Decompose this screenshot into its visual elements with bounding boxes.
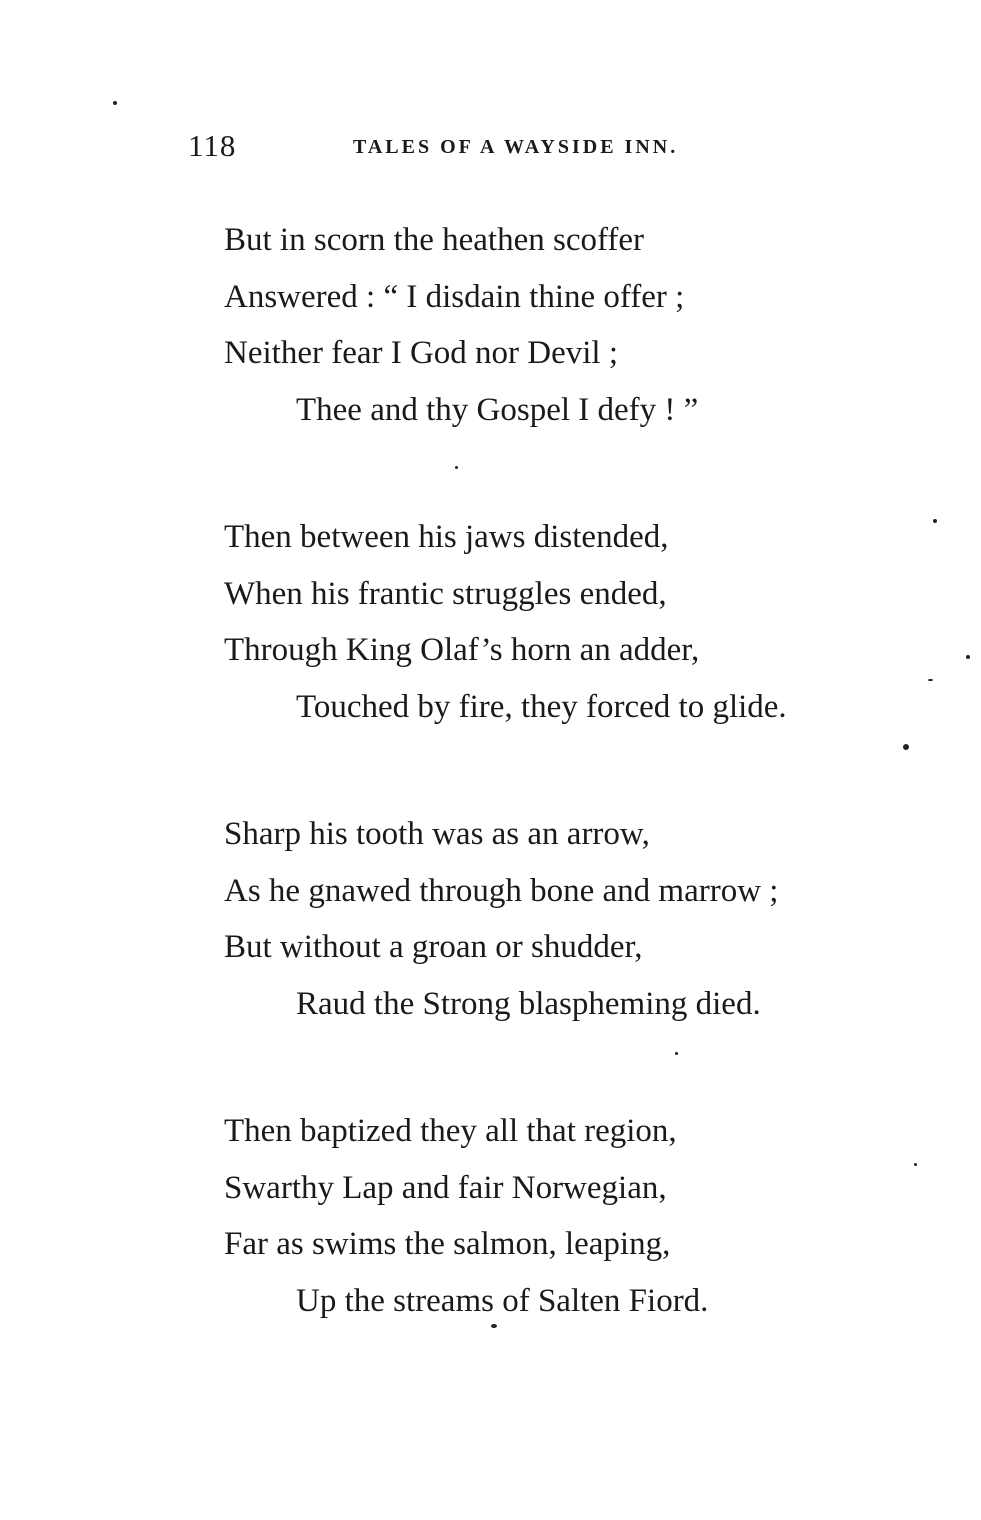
poem-line-indented: Raud the Strong blaspheming died. <box>296 985 761 1022</box>
poem-line: Through King Olaf’s horn an adder, <box>224 632 700 668</box>
poem-line-indented: Touched by fire, they forced to glide. <box>296 688 787 725</box>
poem-line: As he gnawed through bone and marrow ; <box>224 872 779 909</box>
scan-speck <box>675 1052 678 1055</box>
running-head <box>188 128 748 164</box>
stanza <box>224 509 924 735</box>
poem-line: Sharp his tooth was as an arrow, <box>224 816 650 852</box>
stanza <box>224 1103 924 1329</box>
page-number: 118 <box>188 128 237 163</box>
scan-speck <box>491 1324 497 1328</box>
poem-line-indented: Up the streams of Salten Fiord. <box>296 1282 709 1319</box>
scan-speck <box>933 519 937 523</box>
scan-speck <box>113 101 117 105</box>
scan-speck <box>928 679 933 681</box>
poem-line-indented: Thee and thy Gospel I defy ! ” <box>296 391 699 428</box>
scan-speck <box>455 466 458 469</box>
poem-line: Then between his jaws distended, <box>224 519 669 555</box>
poem-line: Answered : “ I disdain thine offer ; <box>224 278 685 315</box>
poem-line: Then baptized they all that region, <box>224 1113 677 1149</box>
poem <box>224 212 924 1400</box>
scan-speck <box>966 655 970 659</box>
poem-line: When his frantic struggles ended, <box>224 575 667 612</box>
poem-line: But in scorn the heathen scoffer <box>224 222 645 258</box>
stanza <box>224 806 924 1032</box>
scan-speck <box>914 1163 917 1166</box>
poem-line: Far as swims the salmon, leaping, <box>224 1226 671 1262</box>
scan-speck <box>903 744 909 750</box>
stanza <box>224 212 924 438</box>
poem-line: Neither fear I God nor Devil ; <box>224 335 619 371</box>
poem-line: Swarthy Lap and fair Norwegian, <box>224 1169 667 1206</box>
running-title: TALES OF A WAYSIDE INN. <box>353 136 679 158</box>
poem-line: But without a groan or shudder, <box>224 929 643 965</box>
